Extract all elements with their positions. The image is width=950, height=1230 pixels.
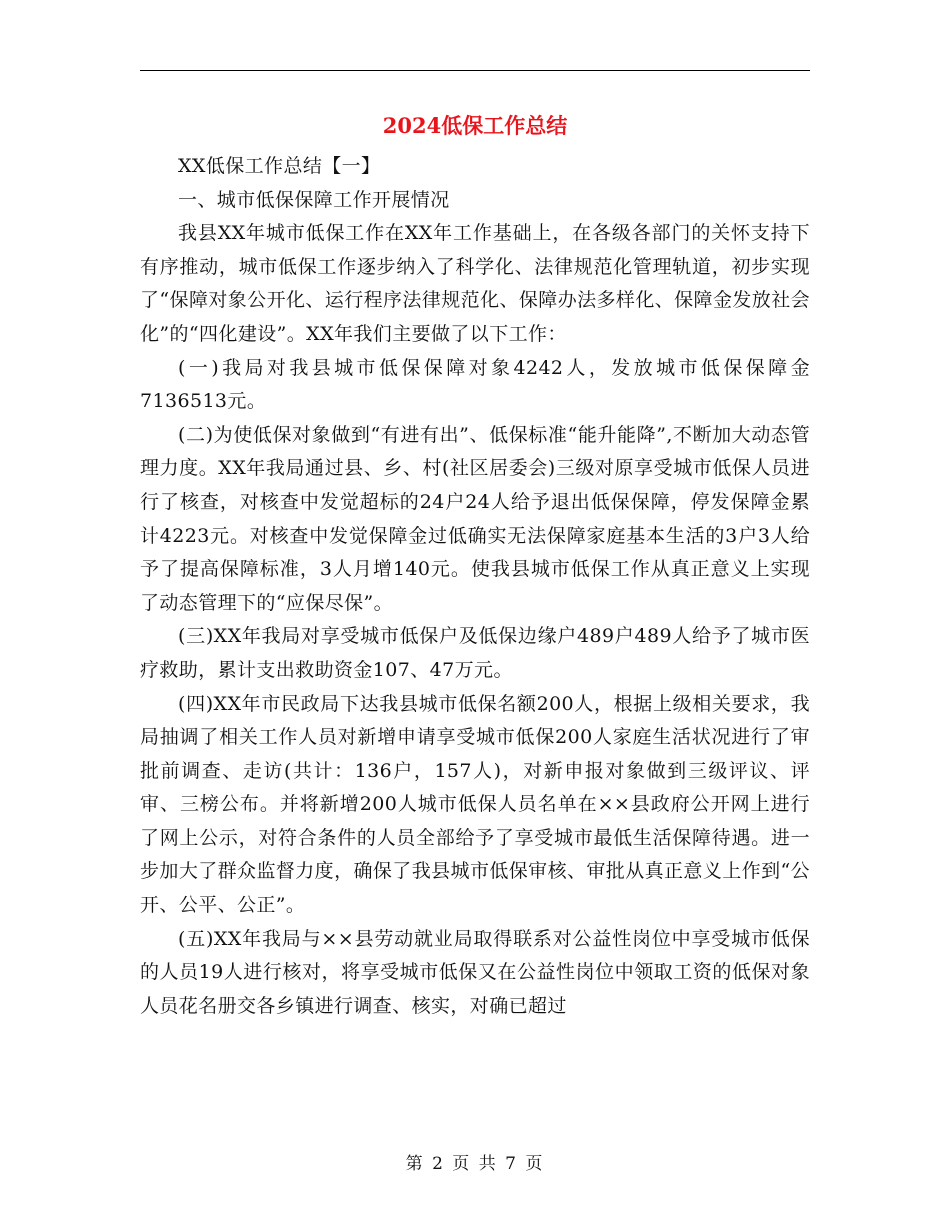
page-number-footer: 第 2 页 共 7 页 <box>405 1154 545 1174</box>
paragraph-item-4: (四)XX年市民政局下达我县城市低保名额200人，根据上级相关要求，我局抽调了相关工作人员对新增申请享受城市低保200人家庭生活状况进行了审批前调查、走访(共计：136户，157人)，对新申报对象做到三级评议、评审、三榜公布。并将新增200人城市低保人员名单在××县政府公开网上进行了网上公示，对符合条件的人员全部给予了享受城市最低生活保障待遇。进一步加大了群众监督力度，确保了我县城市低保审核、审批从真正意义上作到“公开、公平、公正”。 <box>140 692 810 917</box>
paragraph-intro: 我县XX年城市低保工作在XX年工作基础上，在各级各部门的关怀支持下有序推动，城市低保工作逐步纳入了科学化、法律规范化管理轨道，初步实现了“保障对象公开化、运行程序法律规范化、保障办法多样化、保障金发放社会化”的“四化建设”。XX年我们主要做了以下工作： <box>140 222 810 345</box>
paragraph-item-5: (五)XX年我局与××县劳动就业局取得联系对公益性岗位中享受城市低保的人员19人进行核对，将享受城市低保又在公益性岗位中领取工资的低保对象人员花名册交各乡镇进行调查、核实，对确已超过 <box>140 927 810 1017</box>
paragraph-item-1: (一)我局对我县城市低保保障对象4242人，发放城市低保保障金7136513元。 <box>140 356 810 413</box>
paragraph-item-3: (三)XX年我局对享受城市低保户及低保边缘户489户489人给予了城市医疗救助，累计支出救助资金107、47万元。 <box>140 625 810 681</box>
document-body <box>140 150 810 1023</box>
document-title: 2024低保工作总结 <box>382 113 568 138</box>
section-heading: XX低保工作总结【一】 <box>178 155 381 177</box>
paragraph-item-2: (二)为使低保对象做到“有进有出”、低保标准“能升能降”,不断加大动态管理力度。XX年我局通过县、乡、村(社区居委会)三级对原享受城市低保人员进行了核查，对核查中发觉超标的24户24人给予退出低保保障，停发保障金累计4223元。对核查中发觉保障金过低确实无法保障家庭基本生活的3户3人给予了提高保障标准，3人月增140元。使我县城市低保工作从真正意义上实现了动态管理下的“应保尽保”。 <box>140 423 810 614</box>
subheading: 一、城市低保保障工作开展情况 <box>178 188 450 211</box>
header-rule <box>140 70 810 71</box>
